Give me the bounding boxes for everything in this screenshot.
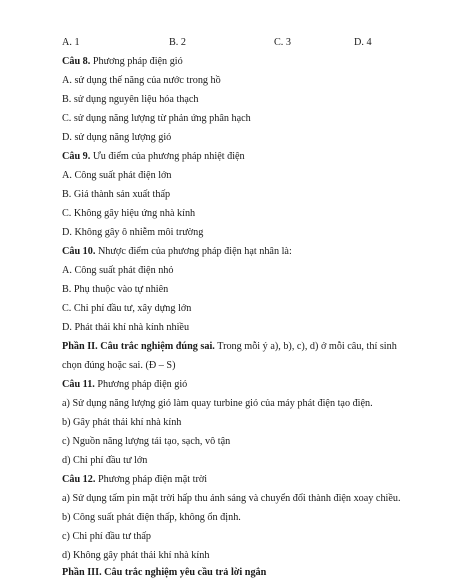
q11-statement-d: d) Chi phí đầu tư lớn xyxy=(62,455,148,466)
q10-option-a: A. Công suất phát điện nhỏ xyxy=(62,265,174,276)
q8-option-d: D. sử dụng năng lượng gió xyxy=(62,132,172,143)
question-label: Câu 8. xyxy=(62,56,91,67)
q11-statement-c: c) Nguồn năng lượng tái tạo, sạch, vô tận xyxy=(62,436,231,447)
q12-statement-d: d) Không gây phát thải khí nhà kính xyxy=(62,550,210,561)
question-12 xyxy=(62,473,438,486)
question-label: Câu 9. xyxy=(62,151,91,162)
part-2-title: Phần II. Câu trắc nghiệm đúng sai. xyxy=(62,341,215,352)
question-8 xyxy=(62,55,438,68)
q10-option-d: D. Phát thải khí nhà kính nhiều xyxy=(62,322,190,333)
q10-option-c: C. Chi phí đầu tư, xây dựng lớn xyxy=(62,303,192,314)
option-a: A. 1 xyxy=(62,37,80,48)
question-label: Câu 11. xyxy=(62,379,95,390)
q12-statement-b: b) Công suất phát điện thấp, không ổn định. xyxy=(62,512,241,523)
q9-option-c: C. Không gây hiệu ứng nhà kính xyxy=(62,208,196,219)
question-label: Câu 10. xyxy=(62,246,96,257)
q8-option-c: C. sử dụng năng lượng từ phản ứng phân hạch xyxy=(62,113,251,124)
question-text: Ưu điểm của phương pháp nhiệt điện xyxy=(90,151,245,162)
q8-option-a: A. sử dụng thế năng của nước trong hồ xyxy=(62,75,221,86)
question-11 xyxy=(62,378,438,391)
question-text: Phương pháp điện mặt trời xyxy=(95,474,208,485)
question-text: Phương pháp điện gió xyxy=(94,379,188,390)
question-10 xyxy=(62,245,438,258)
q12-statement-c: c) Chi phí đầu tư thấp xyxy=(62,531,151,542)
question-text: Nhược điểm của phương pháp điện hạt nhân là: xyxy=(95,246,292,257)
part-2-instructions: Trong mỗi ý a), b), c), d) ở mỗi câu, thí sinh xyxy=(214,341,397,352)
question-9 xyxy=(62,150,438,163)
q11-statement-b: b) Gây phát thải khí nhà kính xyxy=(62,417,182,428)
q9-option-d: D. Không gây ô nhiễm môi trường xyxy=(62,227,204,238)
q9-option-b: B. Giá thành sản xuất thấp xyxy=(62,189,171,200)
q9-option-a: A. Công suất phát điện lớn xyxy=(62,170,172,181)
option-c: C. 3 xyxy=(274,37,291,48)
part-3-heading xyxy=(62,566,438,579)
q8-option-b: B. sử dụng nguyên liệu hóa thạch xyxy=(62,94,199,105)
part-2-instructions-cont: chọn đúng hoặc sai. (Đ – S) xyxy=(62,360,176,371)
q12-statement-a: a) Sử dụng tấm pin mặt trời hấp thu ánh sáng và chuyển đổi thành điện xoay chiều. xyxy=(62,493,401,504)
option-b: B. 2 xyxy=(169,37,186,48)
q10-option-b: B. Phụ thuộc vào tự nhiên xyxy=(62,284,169,295)
question-text: Phương pháp điện gió xyxy=(90,56,183,67)
question-label: Câu 12. xyxy=(62,474,96,485)
part-3-title: Phần III. Câu trắc nghiệm yêu cầu trả lời ngắn xyxy=(62,567,267,578)
option-d: D. 4 xyxy=(354,37,372,48)
q11-statement-a: a) Sử dụng năng lượng gió làm quay turbine gió của máy phát điện tạo điện. xyxy=(62,398,373,409)
part-2-heading xyxy=(62,340,438,353)
